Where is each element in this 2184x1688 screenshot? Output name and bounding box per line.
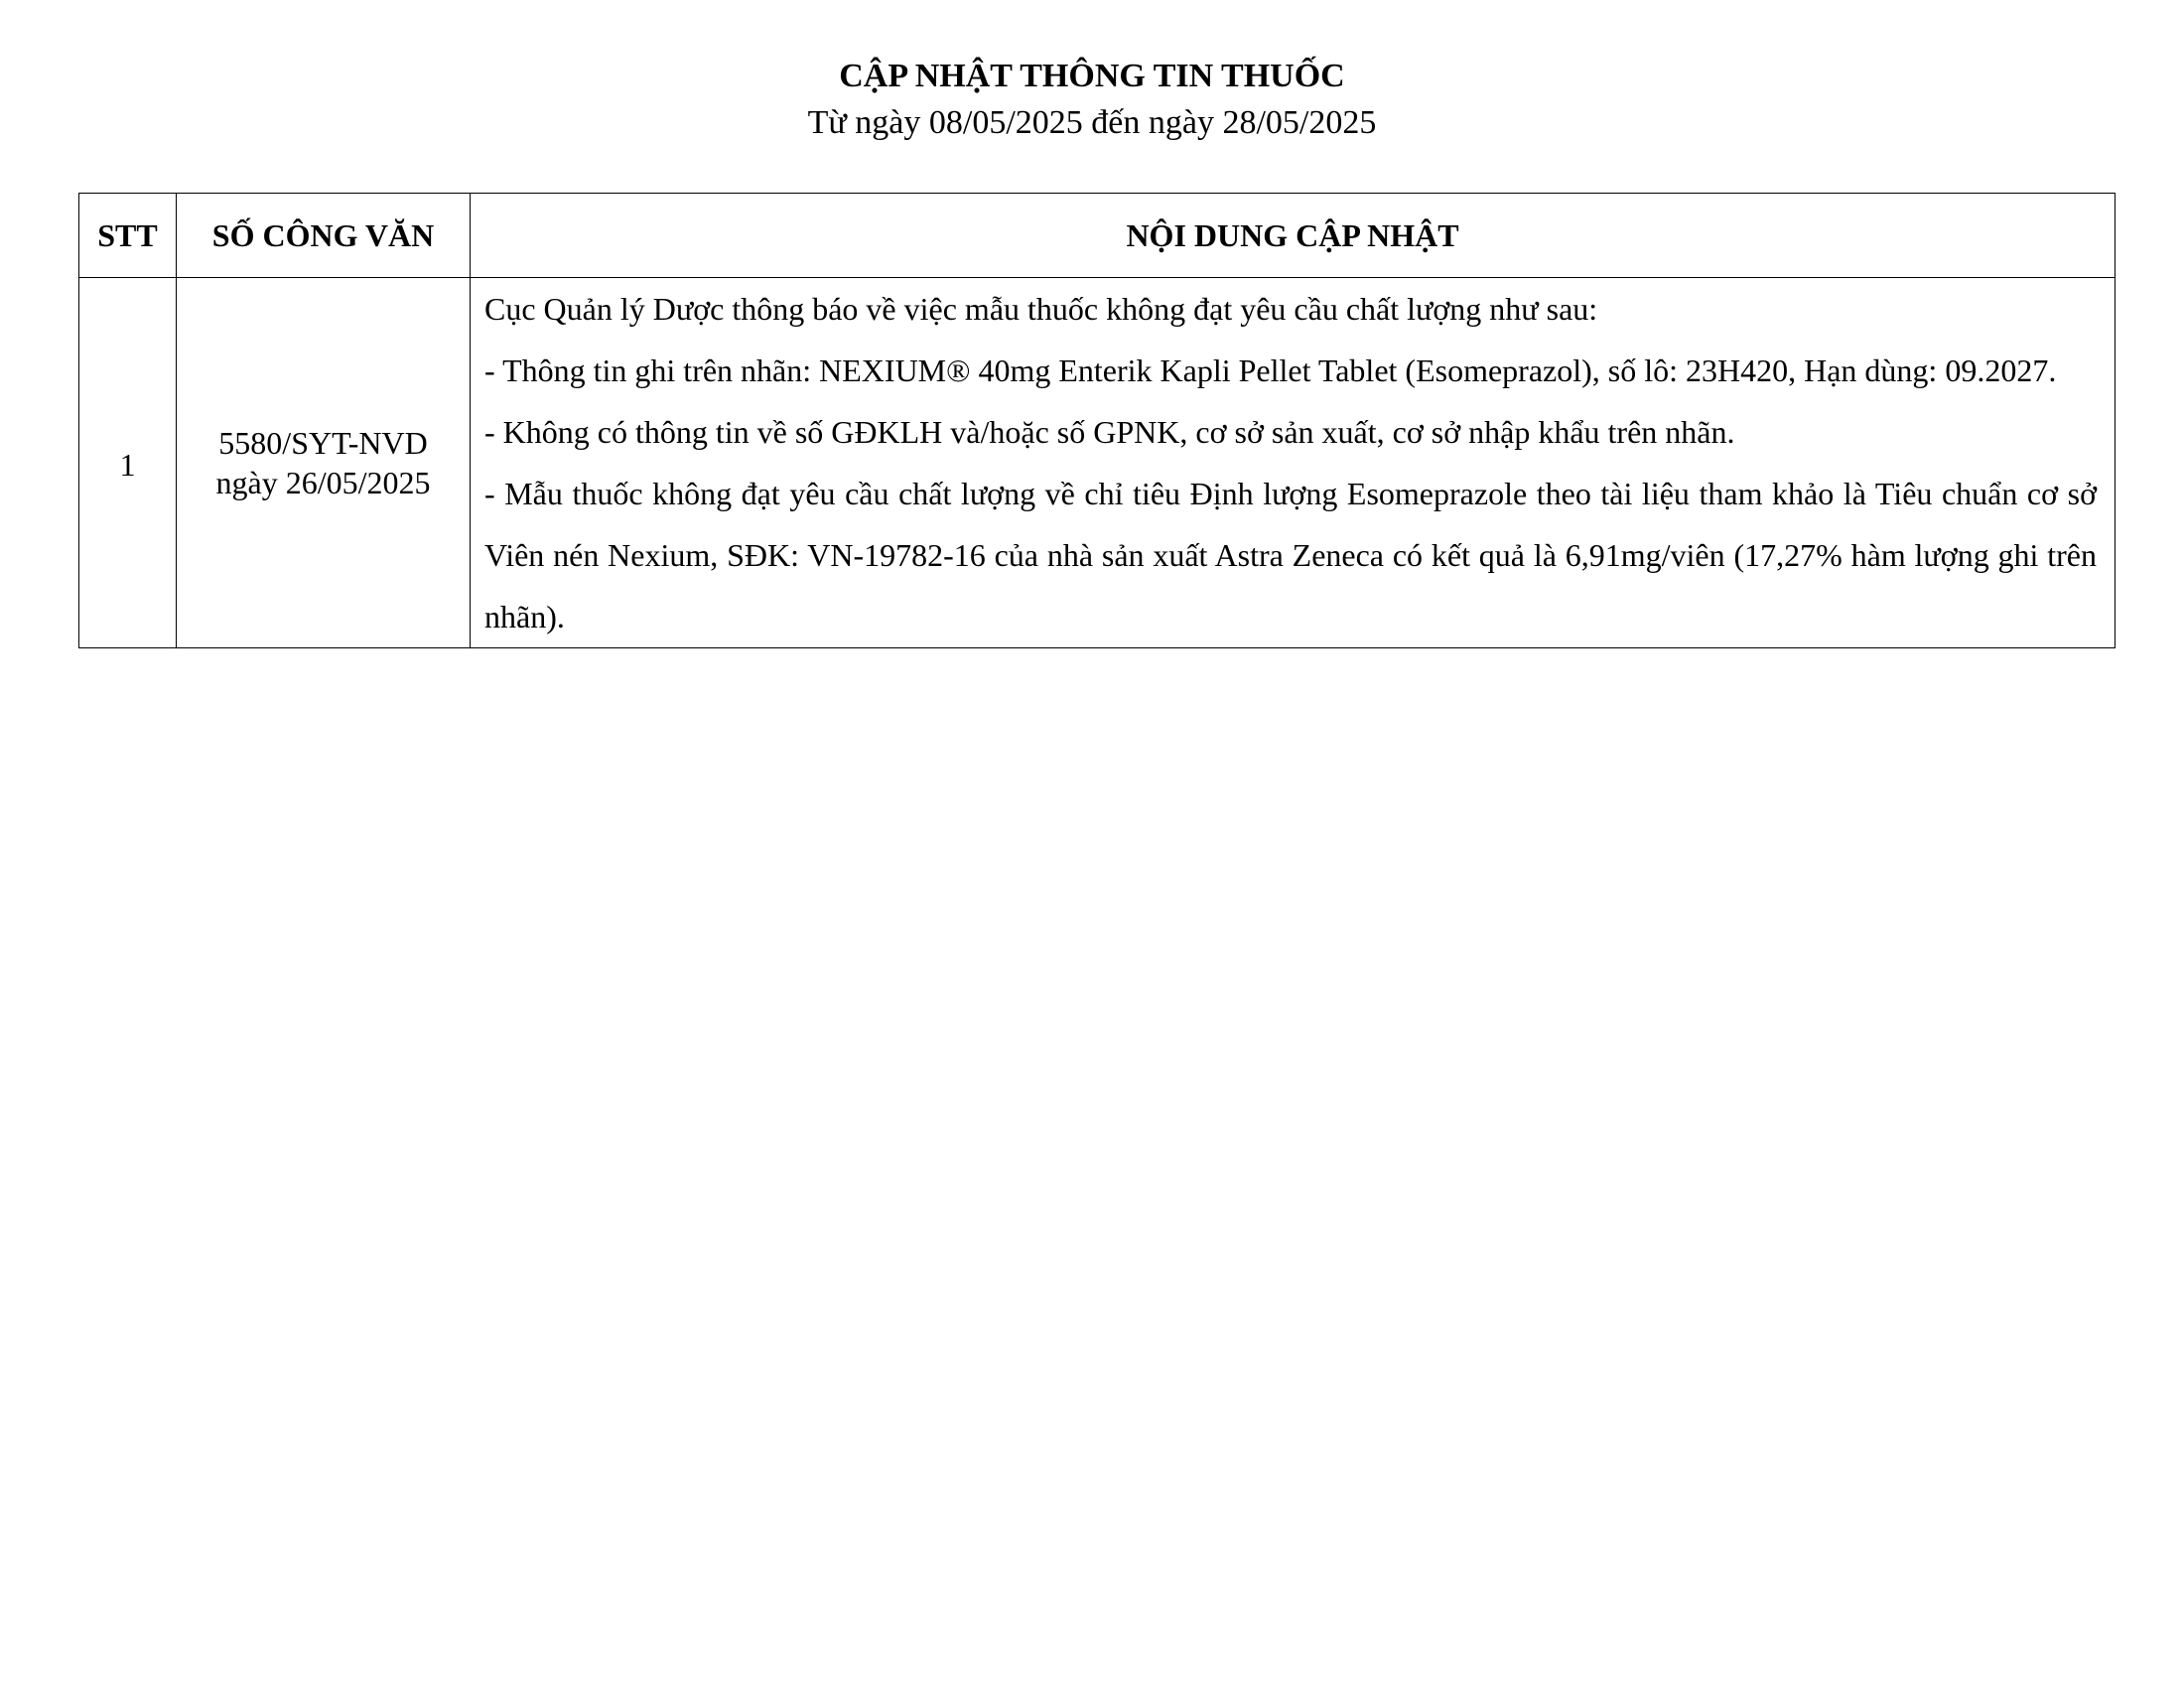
header-stt xyxy=(79,194,177,278)
page-title: CẬP NHẬT THÔNG TIN THUỐC xyxy=(839,58,1345,94)
header-document-number: SỐ CÔNG VĂN xyxy=(177,194,471,278)
document-date: ngày 26/05/2025 xyxy=(215,465,431,500)
cell-content xyxy=(471,278,2116,648)
header-content: NỘI DUNG CẬP NHẬT xyxy=(471,194,2116,278)
header-stt-label: STT xyxy=(97,217,158,253)
content-paragraph-registration: - Không có thông tin về số GĐKLH và/hoặc số GPNK, cơ sở sản xuất, cơ sở nhập khẩu trên nhãn. xyxy=(484,414,1735,450)
table-row xyxy=(79,278,2116,648)
document-number: 5580/SYT-NVD xyxy=(218,425,428,461)
content-paragraph-intro: Cục Quản lý Dược thông báo về việc mẫu thuốc không đạt yêu cầu chất lượng như sau: xyxy=(484,291,1598,327)
table-header-row xyxy=(79,194,2116,278)
page-subtitle: Từ ngày 08/05/2025 đến ngày 28/05/2025 xyxy=(807,104,1377,141)
update-table xyxy=(78,193,2116,648)
cell-document-number xyxy=(177,278,471,648)
content-paragraph-quality-result: - Mẫu thuốc không đạt yêu cầu chất lượng về chỉ tiêu Định lượng Esomeprazole theo tài liệu tham khảo là Tiêu chuẩn cơ sở Viên nén Nexium, SĐK: VN-19782-16 của nhà sản xuất Astra Zeneca có kết quả là 6,91mg/viên (17,27% hàm lượng ghi trên nhãn). xyxy=(484,476,2097,634)
content-paragraph-label-info: - Thông tin ghi trên nhãn: NEXIUM® 40mg Enterik Kapli Pellet Tablet (Esomeprazol), số lô: 23H420, Hạn dùng: 09.2027. xyxy=(484,352,2057,388)
cell-stt: 1 xyxy=(79,278,177,648)
